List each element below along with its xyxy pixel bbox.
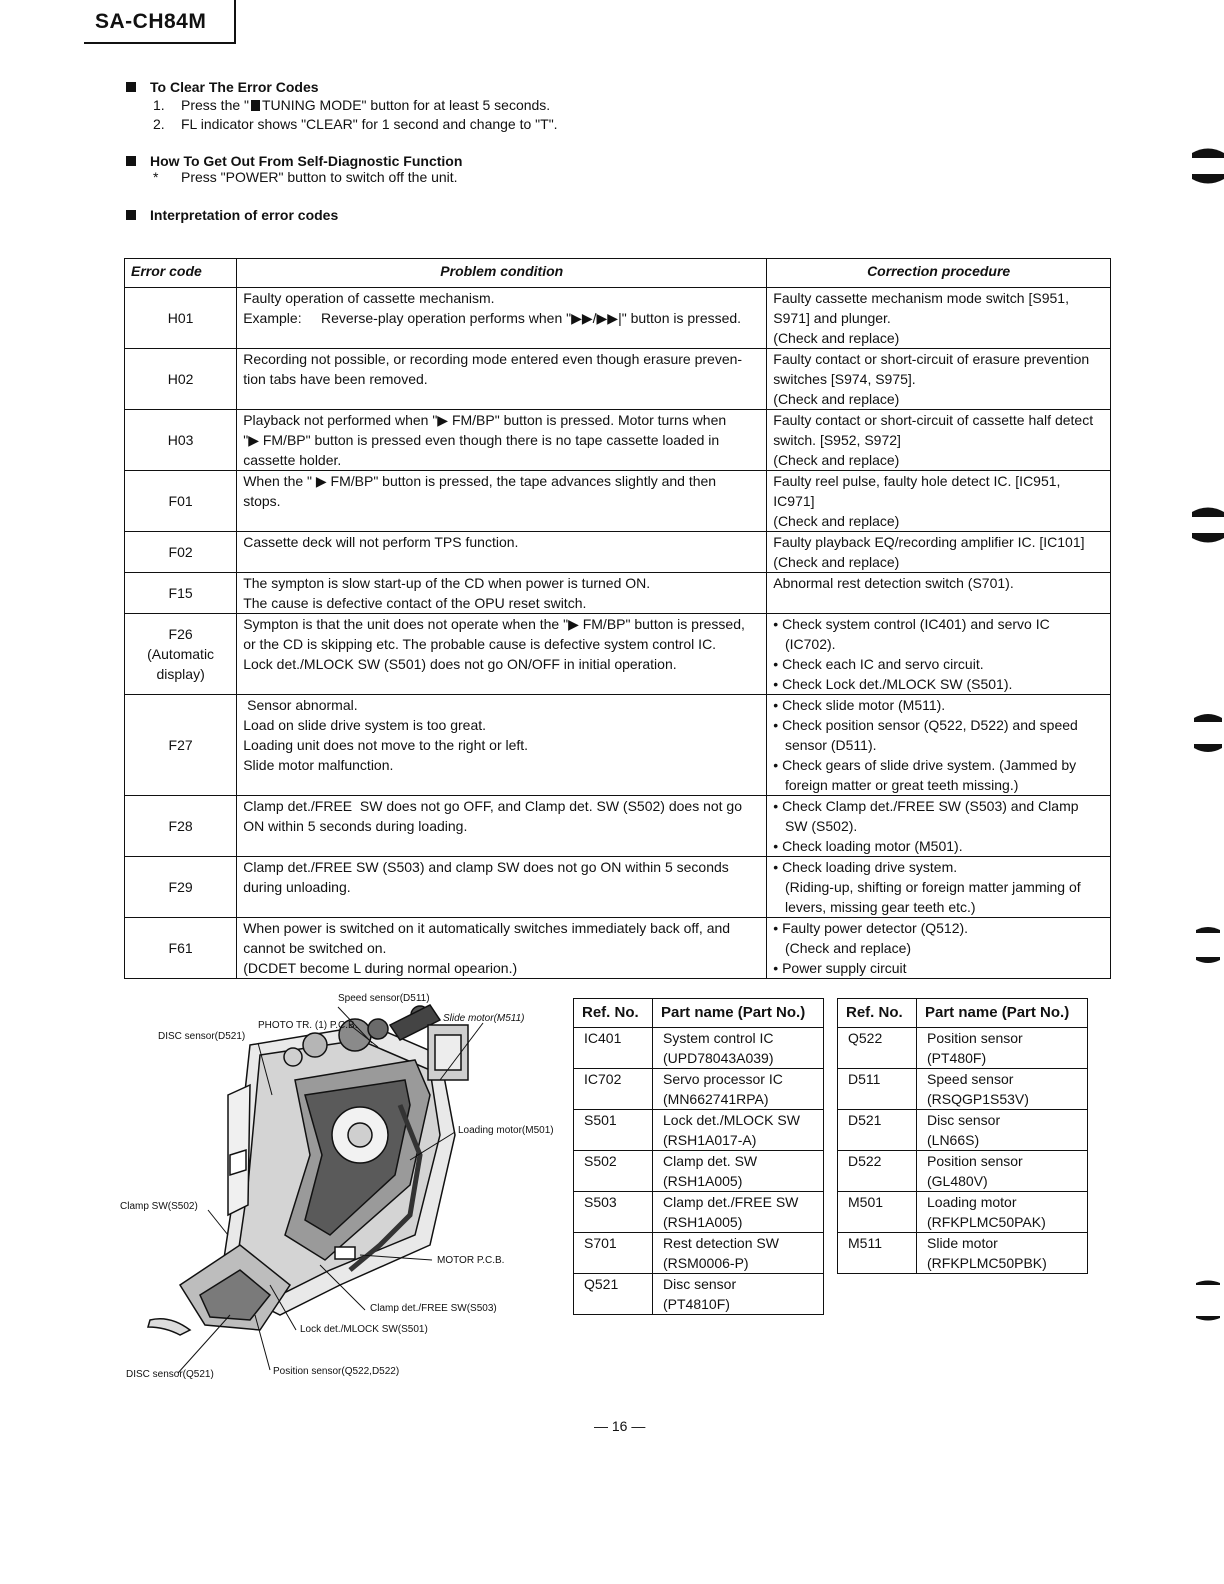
- part-name: System control IC: [663, 1030, 774, 1046]
- error-table-header: [125, 259, 1111, 288]
- correction-cell-line: • Check loading motor (M501).: [773, 838, 963, 854]
- correction-cell-line: Faulty reel pulse, faulty hole detect IC. [IC951, IC971]: [773, 473, 1065, 509]
- error-code-cell-line: F28: [168, 818, 193, 834]
- binding-mark: [1194, 714, 1222, 722]
- correction-cell-line: Faulty cassette mechanism mode switch [S951,: [773, 290, 1069, 306]
- parts-right-col-ref: Ref. No.: [838, 999, 917, 1028]
- table-row: [838, 1233, 1088, 1274]
- correction-cell-line: Faulty playback EQ/recording amplifier IC. [IC101]: [773, 534, 1085, 550]
- part-name: Position sensor: [927, 1153, 1023, 1169]
- correction-cell-line: • Check system control (IC401) and servo IC: [773, 616, 1050, 632]
- clear-codes-heading: To Clear The Error Codes: [126, 79, 319, 95]
- part-name-cell: [917, 1192, 1088, 1233]
- problem-cell-line: Clamp det./FREE SW (S503) and clamp SW does not go ON within 5 seconds: [243, 859, 729, 875]
- error-code-cell: [125, 918, 237, 979]
- binding-mark: [1196, 1316, 1220, 1321]
- correction-cell-line: S971] and plunger.: [773, 310, 891, 326]
- part-number: (RSH1A017-A): [663, 1132, 757, 1148]
- col-problem-condition: Problem condition: [237, 259, 767, 288]
- problem-cell-line: (DCDET become L during normal opearion.): [243, 960, 518, 976]
- correction-cell-line: sensor (D511).: [773, 737, 877, 753]
- correction-cell-line: • Check position sensor (Q522, D522) and speed: [773, 717, 1078, 733]
- parts-left-col-ref: Ref. No.: [574, 999, 653, 1028]
- exit-diag-text: * Press "POWER" button to switch off the unit.: [153, 169, 458, 185]
- table-row: [125, 532, 1111, 573]
- label-clamp-det: Clamp det./FREE SW(S503): [370, 1303, 497, 1314]
- error-code-cell: [125, 796, 237, 857]
- part-number: (LN66S): [927, 1132, 980, 1148]
- table-row: [125, 695, 1111, 796]
- parts-table-right: [837, 998, 1088, 1274]
- ref-no-cell: M501: [838, 1192, 917, 1233]
- problem-cell-line: The cause is defective contact of the OPU reset switch.: [243, 595, 587, 611]
- part-name-cell: [653, 1069, 824, 1110]
- correction-cell-line: levers, missing gear teeth etc.): [773, 899, 976, 915]
- correction-cell-line: (IC702).: [773, 636, 836, 652]
- error-code-cell: [125, 288, 237, 349]
- correction-cell: [767, 695, 1111, 796]
- correction-cell-line: • Power supply circuit: [773, 960, 907, 976]
- problem-cell-line: stops.: [243, 493, 281, 509]
- part-name-cell: [653, 1192, 824, 1233]
- correction-cell-line: (Check and replace): [773, 391, 900, 407]
- correction-cell-line: • Faulty power detector (Q512).: [773, 920, 969, 936]
- problem-cell-line: Lock det./MLOCK SW (S501) does not go ON/OFF in initial operation.: [243, 656, 677, 672]
- ref-no-cell: S501: [574, 1110, 653, 1151]
- error-code-cell-line: H02: [167, 371, 194, 387]
- table-row: [838, 1028, 1088, 1069]
- col-error-code: Error code: [125, 259, 237, 288]
- error-code-cell-line: F01: [168, 493, 193, 509]
- correction-cell-line: switches [S974, S975].: [773, 371, 916, 387]
- problem-cell-line: ON within 5 seconds during loading.: [243, 818, 468, 834]
- part-name: Disc sensor: [927, 1112, 1001, 1128]
- binding-mark: [1192, 533, 1224, 543]
- problem-cell-line: or the CD is skipping etc. The probable cause is defective system control IC.: [243, 636, 717, 652]
- correction-cell-line: switch. [S952, S972]: [773, 432, 901, 448]
- correction-cell-line: • Check Lock det./MLOCK SW (S501).: [773, 676, 1013, 692]
- correction-cell-line: • Check gears of slide drive system. (Jammed by: [773, 757, 1077, 773]
- bullet-square-icon: [126, 210, 136, 220]
- label-position-sensor: Position sensor(Q522,D522): [273, 1366, 400, 1377]
- part-name-cell: [653, 1233, 824, 1274]
- model-title: SA-CH84M: [95, 10, 207, 33]
- problem-cell-line: during unloading.: [243, 879, 351, 895]
- col-correction-procedure: Correction procedure: [767, 259, 1111, 288]
- table-row: [574, 1233, 824, 1274]
- table-row: [574, 1028, 824, 1069]
- problem-cell-line: Faulty operation of cassette mechanism.: [243, 290, 495, 306]
- ref-no-cell: Q521: [574, 1274, 653, 1315]
- correction-cell-line: Faulty contact or short-circuit of erasure prevention: [773, 351, 1090, 367]
- problem-cell-line: "▶ FM/BP" button is pressed even though there is no tape cassette loaded in: [243, 432, 720, 448]
- ref-no-cell: M511: [838, 1233, 917, 1274]
- part-name: Rest detection SW: [663, 1235, 779, 1251]
- correction-cell: [767, 918, 1111, 979]
- part-name: Servo processor IC: [663, 1071, 783, 1087]
- binding-mark: [1196, 927, 1220, 933]
- binding-mark: [1192, 508, 1224, 518]
- part-name-cell: [653, 1274, 824, 1315]
- correction-cell: [767, 614, 1111, 695]
- part-name-cell: [917, 1028, 1088, 1069]
- error-table-body: [125, 288, 1111, 979]
- table-row: [125, 288, 1111, 349]
- table-row: [125, 796, 1111, 857]
- correction-cell-line: foreign matter or great teeth missing.): [773, 777, 1019, 793]
- table-row: [125, 573, 1111, 614]
- margin-binding-marks: [1144, 0, 1224, 1584]
- correction-cell-line: Abnormal rest detection switch (S701).: [773, 575, 1014, 591]
- part-number: (RFKPLMC50PAK): [927, 1214, 1046, 1230]
- error-code-cell-line: F29: [168, 879, 193, 895]
- table-row: [838, 1192, 1088, 1233]
- ref-no-cell: S701: [574, 1233, 653, 1274]
- part-number: (UPD78043A039): [663, 1050, 774, 1066]
- problem-cell-line: Example: Reverse-play operation performs when "▶▶/▶▶|" button is pressed.: [243, 310, 742, 326]
- ref-no-cell: IC702: [574, 1069, 653, 1110]
- part-name: Speed sensor: [927, 1071, 1014, 1087]
- binding-mark: [1192, 149, 1224, 159]
- ref-no-cell: S502: [574, 1151, 653, 1192]
- problem-cell-line: Playback not performed when "▶ FM/BP" button is pressed. Motor turns when: [243, 412, 727, 428]
- parts-right-body: [838, 1028, 1088, 1274]
- ref-no-cell: D521: [838, 1110, 917, 1151]
- problem-cell-line: Slide motor malfunction.: [243, 757, 394, 773]
- error-code-cell: [125, 349, 237, 410]
- bullet-square-icon: [126, 156, 136, 166]
- part-name-cell: [917, 1233, 1088, 1274]
- parts-left-col-name: Part name (Part No.): [653, 999, 824, 1028]
- problem-cell: [237, 918, 767, 979]
- error-code-cell-line: H03: [167, 432, 194, 448]
- part-name: Lock det./MLOCK SW: [663, 1112, 800, 1128]
- correction-cell-line: • Check Clamp det./FREE SW (S503) and Clamp: [773, 798, 1079, 814]
- label-lock-det: Lock det./MLOCK SW(S501): [300, 1324, 428, 1335]
- correction-cell-line: Faulty contact or short-circuit of cassette half detect: [773, 412, 1094, 428]
- problem-cell-line: Recording not possible, or recording mode entered even though erasure preven-: [243, 351, 743, 367]
- binding-mark: [1194, 744, 1222, 752]
- error-code-cell: [125, 573, 237, 614]
- table-row: [574, 1069, 824, 1110]
- error-code-cell-line: F26: [168, 626, 193, 642]
- error-code-cell-line: (Automatic: [147, 646, 215, 662]
- problem-cell: [237, 796, 767, 857]
- label-clamp-sw: Clamp SW(S502): [120, 1201, 198, 1212]
- problem-cell: [237, 410, 767, 471]
- correction-cell-line: (Check and replace): [773, 330, 900, 346]
- correction-cell: [767, 349, 1111, 410]
- part-number: (PT480F): [927, 1050, 987, 1066]
- table-row: [125, 918, 1111, 979]
- correction-cell-line: SW (S502).: [773, 818, 858, 834]
- part-number: (MN662741RPA): [663, 1091, 769, 1107]
- part-name-cell: [653, 1028, 824, 1069]
- problem-cell-line: Sympton is that the unit does not operate when the "▶ FM/BP" button is pressed,: [243, 616, 745, 632]
- error-code-cell-line: F61: [168, 940, 193, 956]
- error-code-cell-line: F27: [168, 737, 193, 753]
- correction-cell: [767, 796, 1111, 857]
- part-number: (RSQGP1S53V): [927, 1091, 1029, 1107]
- problem-cell-line: Cassette deck will not perform TPS function.: [243, 534, 519, 550]
- problem-cell: [237, 471, 767, 532]
- problem-cell: [237, 573, 767, 614]
- error-code-cell-line: display): [156, 666, 205, 682]
- correction-cell-line: • Check loading drive system.: [773, 859, 958, 875]
- correction-cell-line: • Check each IC and servo circuit.: [773, 656, 984, 672]
- label-speed-sensor: Speed sensor(D511): [338, 993, 430, 1004]
- error-code-cell: [125, 614, 237, 695]
- label-photo-tr: PHOTO TR. (1) P.C.B.: [258, 1020, 358, 1031]
- table-row: [838, 1151, 1088, 1192]
- correction-cell: [767, 532, 1111, 573]
- exit-diag-heading: How To Get Out From Self-Diagnostic Function: [126, 153, 462, 169]
- clear-step-1: 1. Press the " TUNING MODE" button for at least 5 seconds.: [153, 97, 551, 113]
- error-code-table: [124, 258, 1111, 979]
- part-number: (RSH1A005): [663, 1214, 743, 1230]
- ref-no-cell: Q522: [838, 1028, 917, 1069]
- label-disc-sensor-d521: DISC sensor(D521): [158, 1031, 246, 1042]
- table-row: [125, 857, 1111, 918]
- part-name: Slide motor: [927, 1235, 998, 1251]
- problem-cell: [237, 349, 767, 410]
- correction-cell-line: (Check and replace): [773, 940, 912, 956]
- part-name-cell: [917, 1110, 1088, 1151]
- correction-cell: [767, 471, 1111, 532]
- ref-no-cell: D511: [838, 1069, 917, 1110]
- part-number: (PT4810F): [663, 1296, 730, 1312]
- problem-cell: [237, 532, 767, 573]
- table-row: [125, 410, 1111, 471]
- label-slide-motor: Slide motor(M511): [443, 1013, 525, 1024]
- part-name: Clamp det. SW: [663, 1153, 758, 1169]
- problem-cell-line: When power is switched on it automatically switches immediately back off, and: [243, 920, 731, 936]
- correction-cell: [767, 573, 1111, 614]
- problem-cell: [237, 857, 767, 918]
- part-name: Disc sensor: [663, 1276, 737, 1292]
- problem-cell-line: Clamp det./FREE SW does not go OFF, and Clamp det. SW (S502) does not go: [243, 798, 743, 814]
- part-name: Loading motor: [927, 1194, 1017, 1210]
- binding-mark: [1192, 174, 1224, 184]
- interpretation-heading: Interpretation of error codes: [126, 207, 338, 223]
- problem-cell-line: When the " ▶ FM/BP" button is pressed, the tape advances slightly and then: [243, 473, 717, 489]
- label-motor-pcb: MOTOR P.C.B.: [437, 1255, 505, 1266]
- table-row: [574, 1151, 824, 1192]
- problem-cell-line: Loading unit does not move to the right or left.: [243, 737, 529, 753]
- table-row: [574, 1274, 824, 1315]
- problem-cell-line: tion tabs have been removed.: [243, 371, 428, 387]
- correction-cell-line: (Check and replace): [773, 554, 900, 570]
- label-loading-motor: Loading motor(M501): [458, 1125, 554, 1136]
- error-code-cell: [125, 471, 237, 532]
- error-code-cell: [125, 532, 237, 573]
- correction-cell: [767, 288, 1111, 349]
- page-number: — 16 —: [594, 1418, 646, 1434]
- part-number: (GL480V): [927, 1173, 988, 1189]
- correction-cell-line: • Check slide motor (M511).: [773, 697, 946, 713]
- problem-cell-line: Sensor abnormal.: [243, 697, 358, 713]
- binding-mark: [1196, 957, 1220, 963]
- part-name-cell: [917, 1069, 1088, 1110]
- correction-cell-line: (Check and replace): [773, 513, 900, 529]
- correction-cell-line: (Riding-up, shifting or foreign matter jamming of: [773, 879, 1081, 895]
- part-number: (RFKPLMC50PBK): [927, 1255, 1047, 1271]
- part-name-cell: [917, 1151, 1088, 1192]
- table-row: [125, 349, 1111, 410]
- error-code-cell-line: F15: [168, 585, 193, 601]
- parts-left-body: [574, 1028, 824, 1315]
- error-code-cell: [125, 410, 237, 471]
- problem-cell-line: Load on slide drive system is too great.: [243, 717, 487, 733]
- binding-mark: [1196, 1281, 1220, 1286]
- error-code-cell-line: H01: [167, 310, 194, 326]
- cd-mechanism-diagram: [110, 985, 580, 1390]
- table-row: [574, 1192, 824, 1233]
- part-number: (RSH1A005): [663, 1173, 743, 1189]
- correction-cell: [767, 857, 1111, 918]
- part-name-cell: [653, 1151, 824, 1192]
- parts-right-col-name: Part name (Part No.): [917, 999, 1088, 1028]
- problem-cell-line: The sympton is slow start-up of the CD when power is turned ON.: [243, 575, 651, 591]
- ref-no-cell: S503: [574, 1192, 653, 1233]
- table-row: [838, 1110, 1088, 1151]
- table-row: [125, 471, 1111, 532]
- label-disc-sensor-q521: DISC sensor(Q521): [126, 1369, 214, 1380]
- table-row: [125, 614, 1111, 695]
- table-row: [574, 1110, 824, 1151]
- problem-cell: [237, 614, 767, 695]
- error-code-cell-line: F02: [168, 544, 193, 560]
- bullet-square-icon: [126, 82, 136, 92]
- part-name-cell: [653, 1110, 824, 1151]
- ref-no-cell: IC401: [574, 1028, 653, 1069]
- error-code-cell: [125, 857, 237, 918]
- correction-cell: [767, 410, 1111, 471]
- table-row: [838, 1069, 1088, 1110]
- part-name: Clamp det./FREE SW: [663, 1194, 799, 1210]
- part-number: (RSM0006-P): [663, 1255, 749, 1271]
- part-name: Position sensor: [927, 1030, 1023, 1046]
- problem-cell-line: cassette holder.: [243, 452, 342, 468]
- stop-square-icon: [251, 100, 260, 111]
- ref-no-cell: D522: [838, 1151, 917, 1192]
- problem-cell: [237, 695, 767, 796]
- clear-step-2: 2. FL indicator shows "CLEAR" for 1 second and change to "T".: [153, 116, 558, 132]
- parts-table-left: [573, 998, 824, 1315]
- problem-cell-line: cannot be switched on.: [243, 940, 387, 956]
- problem-cell: [237, 288, 767, 349]
- correction-cell-line: (Check and replace): [773, 452, 900, 468]
- error-code-cell: [125, 695, 237, 796]
